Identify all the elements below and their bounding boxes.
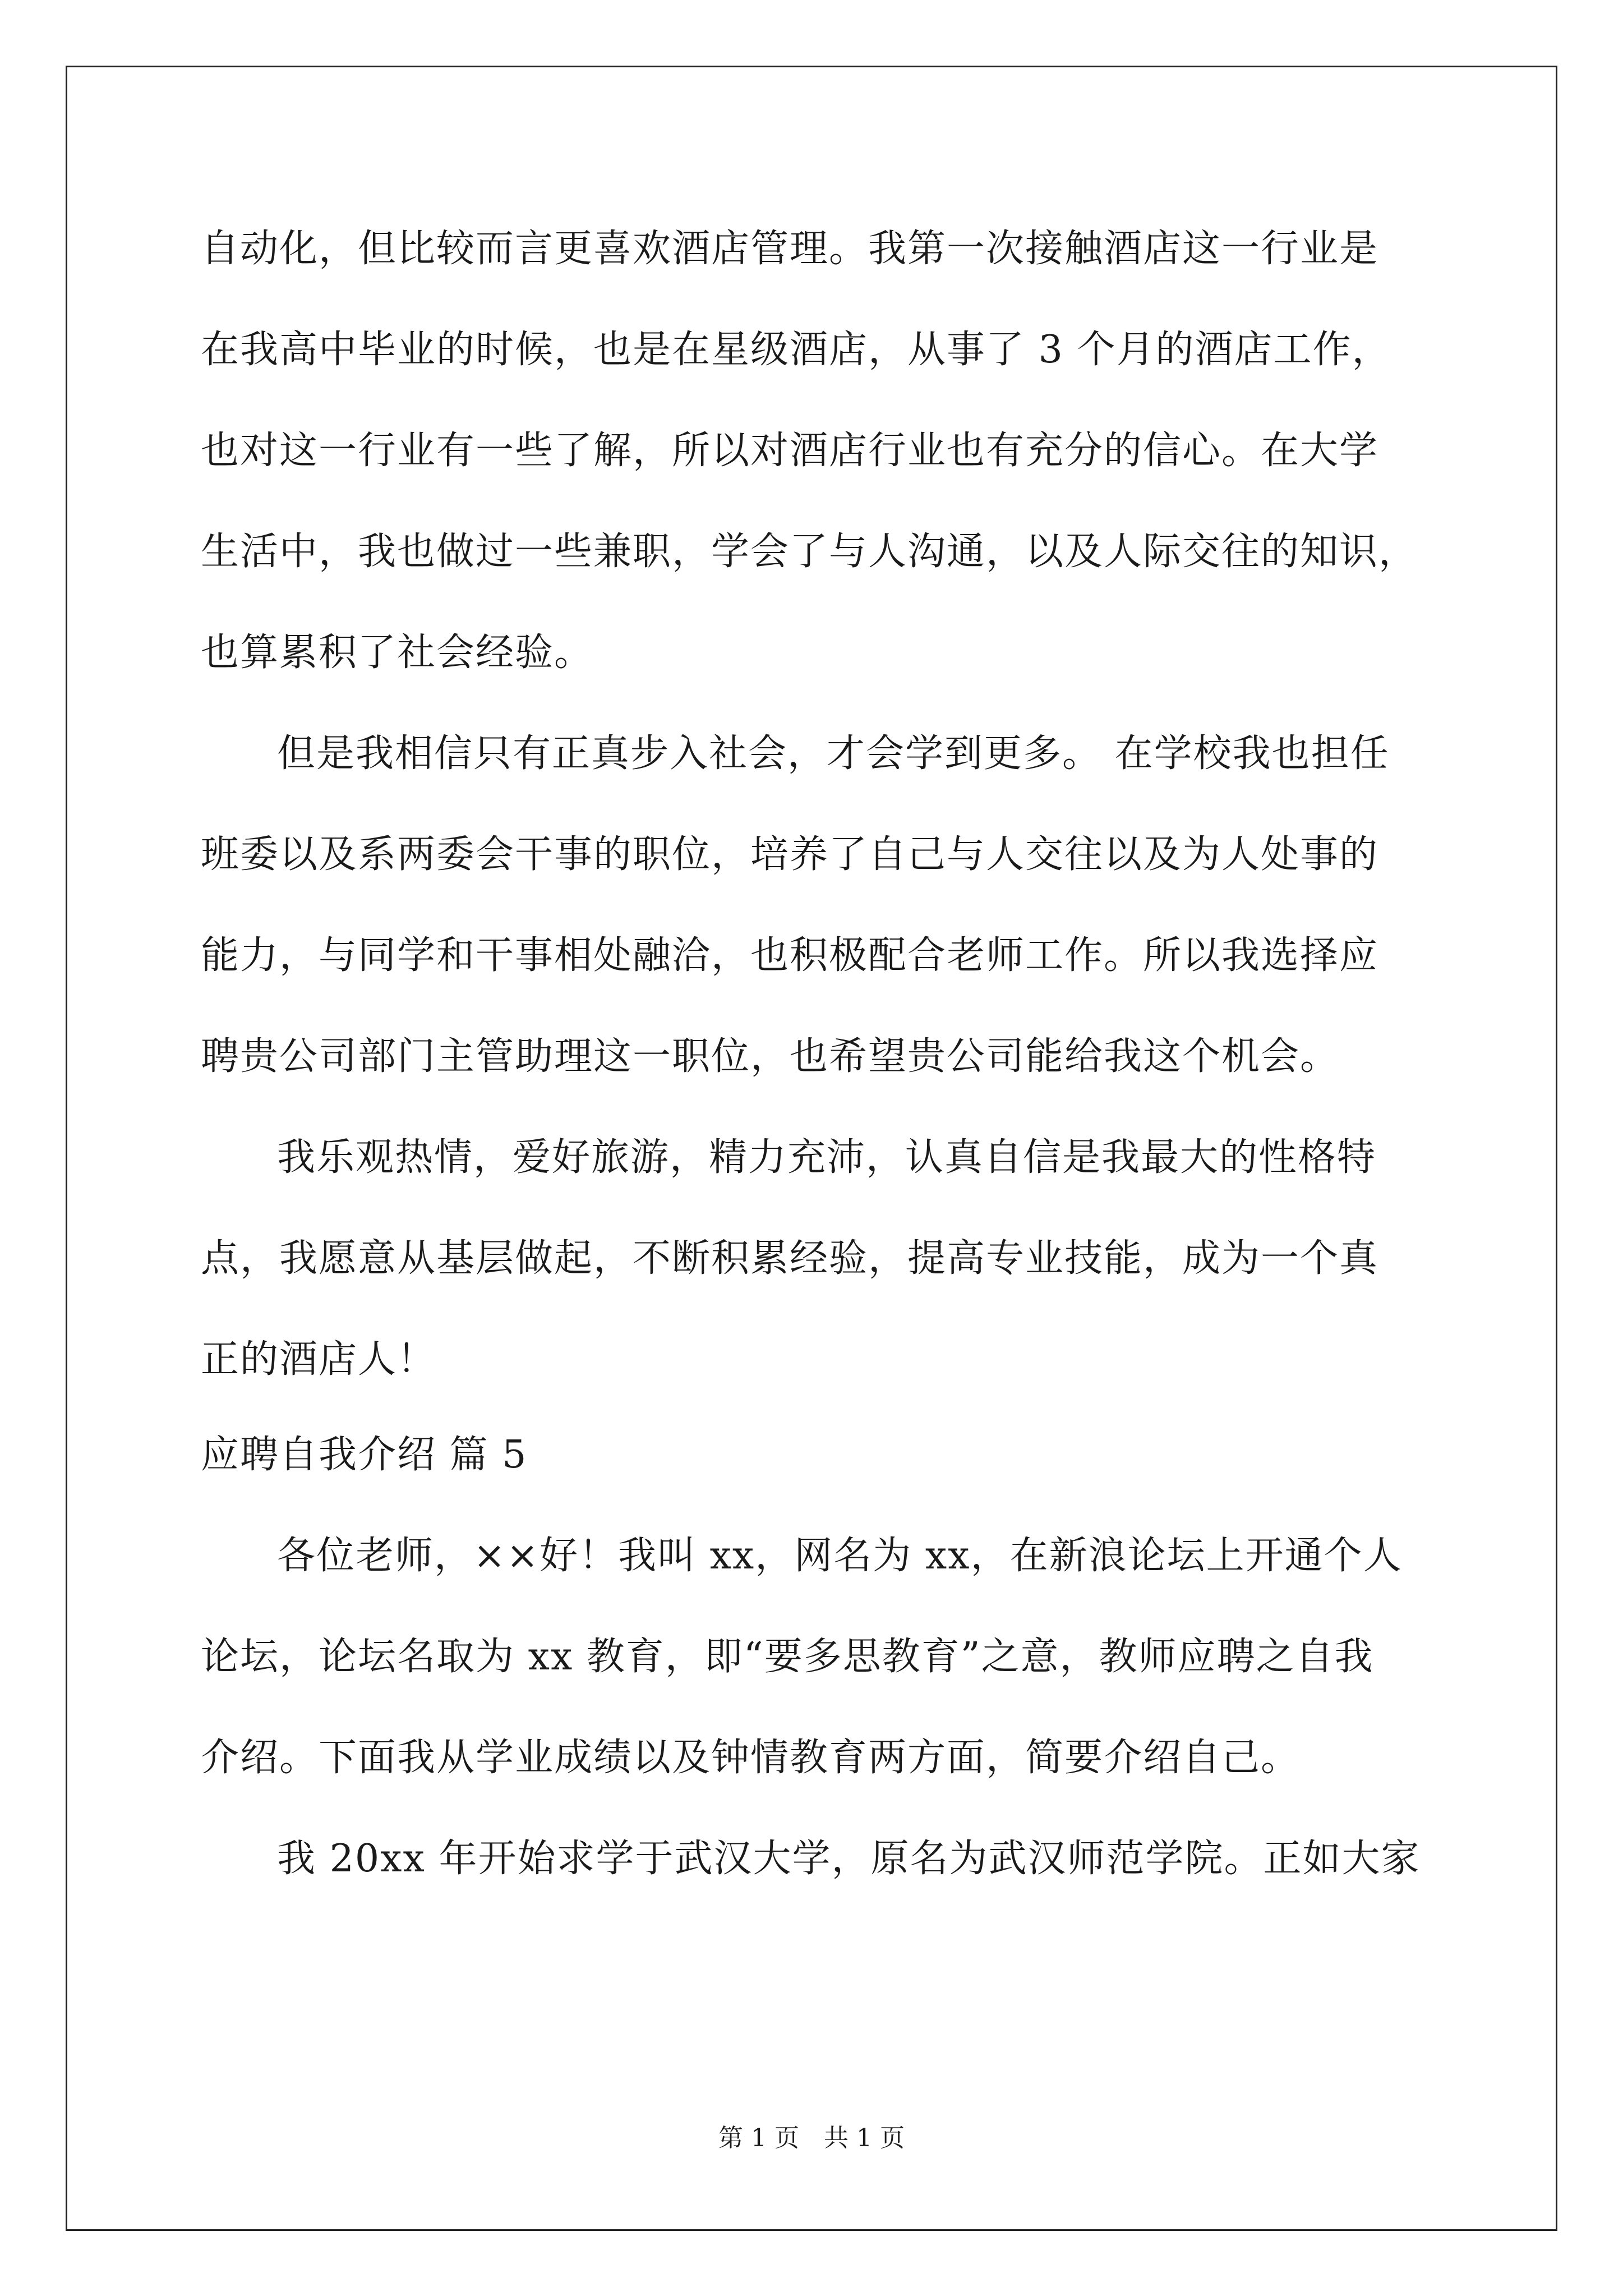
paragraph-line: 自动化，但比较而言更喜欢酒店管理。我第一次接触酒店这一行业是 [201, 227, 1379, 271]
paragraph-line: 介绍。下面我从学业成绩以及钟情教育两方面，简要介绍自己。 [201, 1736, 1301, 1780]
paragraph-line: 论坛，论坛名取为 xx 教育，即“要多思教育”之意，教师应聘之自我 [201, 1635, 1374, 1679]
paragraph-line: 也算累积了社会经验。 [201, 631, 594, 675]
section-heading: 应聘自我介绍 篇 5 [201, 1433, 528, 1477]
paragraph-line: 能力，与同学和干事相处融洽，也积极配合老师工作。所以我选择应 [201, 933, 1379, 978]
page-footer [0, 2118, 1623, 2154]
paragraph-line: 各位老师，××好！我叫 xx，网名为 xx，在新浪论坛上开通个人 [277, 1534, 1403, 1578]
paragraph-line: 我 20xx 年开始求学于武汉大学，原名为武汉师范学院。正如大家 [277, 1837, 1421, 1881]
paragraph-line: 聘贵公司部门主管助理这一职位，也希望贵公司能给我这个机会。 [201, 1034, 1340, 1079]
paragraph-line: 我乐观热情，爱好旅游，精力充沛，认真自信是我最大的性格特 [277, 1135, 1377, 1180]
paragraph-line: 班委以及系两委会干事的职位，培养了自己与人交往以及为人处事的 [201, 832, 1379, 877]
paragraph-line: 但是我相信只有正真步入社会，才会学到更多。 在学校我也担任 [277, 731, 1390, 776]
paragraph-line: 也对这一行业有一些了解，所以对酒店行业也有充分的信心。在大学 [201, 429, 1379, 473]
page-number-total: 共 1 页 [824, 2124, 905, 2152]
paragraph-line: 点，我愿意从基层做起，不断积累经验，提高专业技能，成为一个真 [201, 1236, 1379, 1281]
paragraph-line: 生活中，我也做过一些兼职，学会了与人沟通，以及人际交往的知识， [201, 530, 1418, 574]
page-number-current: 第 1 页 [718, 2124, 799, 2152]
paragraph-line: 在我高中毕业的时候，也是在星级酒店，从事了 3 个月的酒店工作， [201, 328, 1391, 372]
paragraph-line: 正的酒店人！ [201, 1337, 437, 1382]
